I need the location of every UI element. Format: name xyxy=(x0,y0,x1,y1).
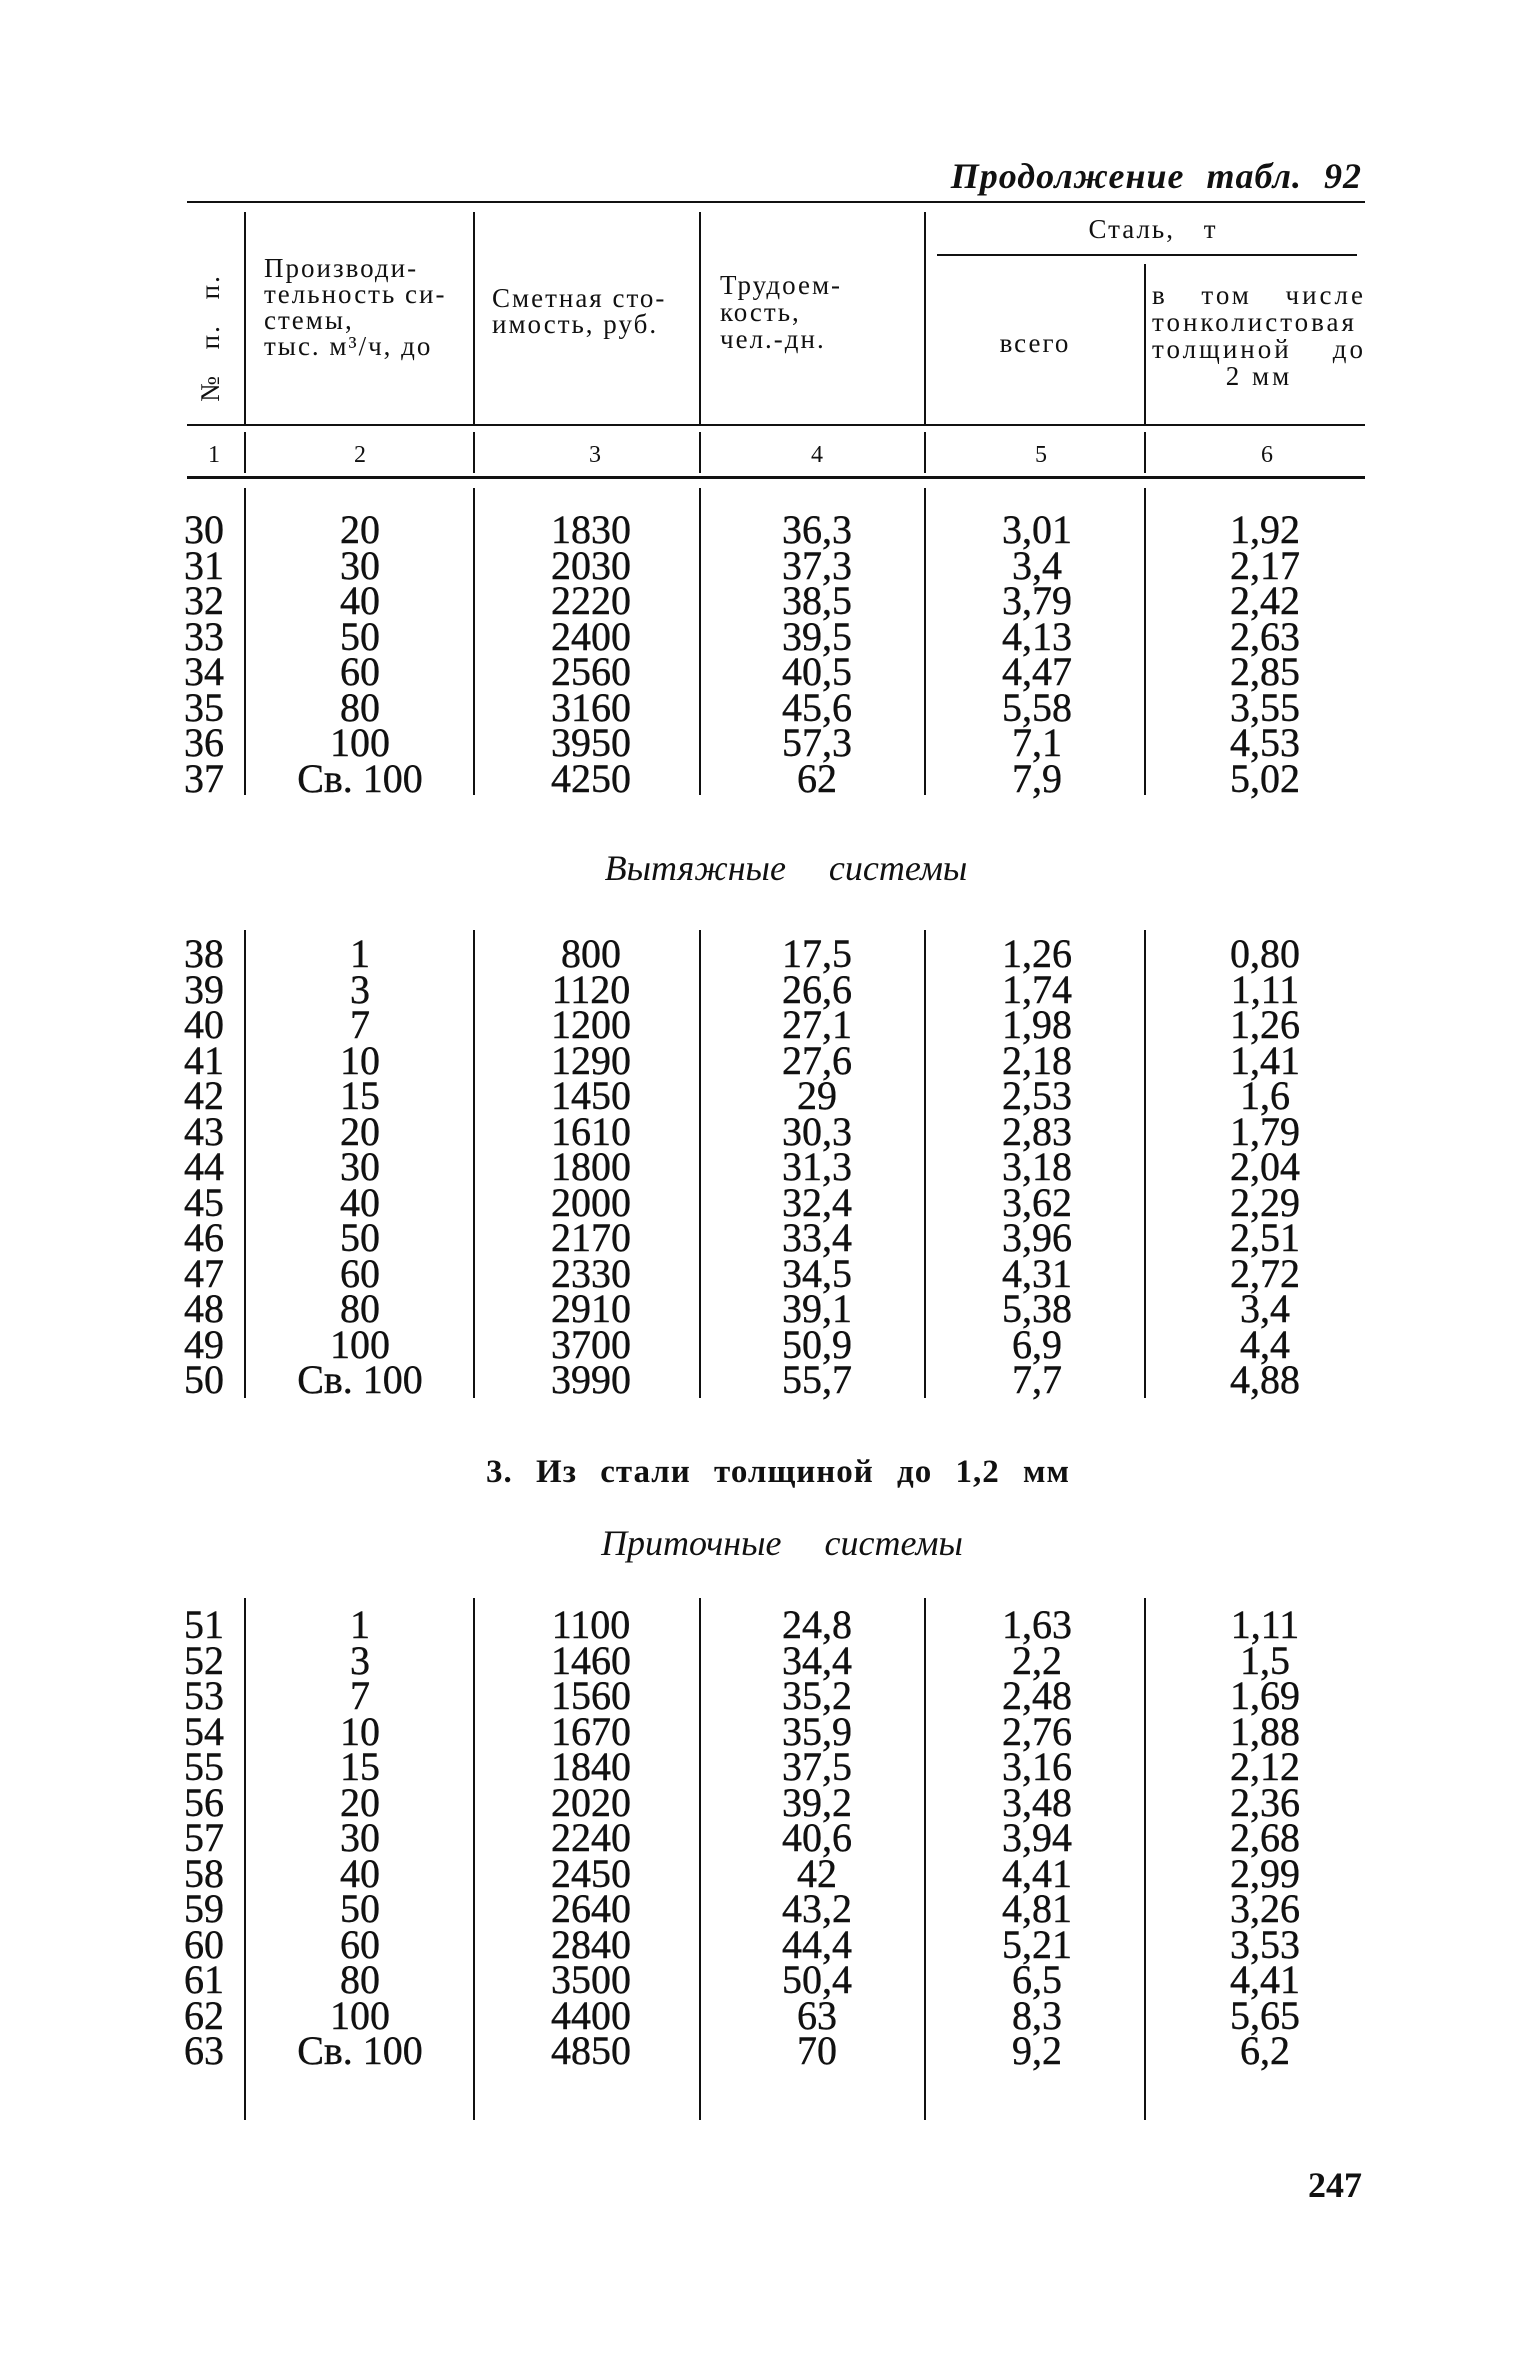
capacity-cell: 30 xyxy=(340,542,380,588)
table-row xyxy=(0,1673,1535,1718)
row-number-cell: 51 xyxy=(184,1602,224,1647)
row-number-header: № п. п. xyxy=(195,274,225,402)
capacity-cell: 40 xyxy=(340,1850,380,1896)
row-number-cell: 41 xyxy=(184,1037,224,1083)
cost-cell: 4400 xyxy=(551,1992,631,2038)
steel-thin-cell: 2,63 xyxy=(1230,613,1300,659)
steel-thin-cell: 2,99 xyxy=(1230,1850,1300,1896)
header-line: толщиной до xyxy=(1152,334,1366,364)
steel-total-cell: 3,16 xyxy=(1002,1744,1072,1789)
steel-thin-cell: 1,69 xyxy=(1230,1673,1300,1718)
steel-thin-cell: 0,80 xyxy=(1230,931,1300,976)
steel-thin-cell: 3,55 xyxy=(1230,684,1300,730)
steel-thin-cell: 4,41 xyxy=(1230,1957,1300,2002)
labor-cell: 42 xyxy=(797,1850,837,1896)
column-rule xyxy=(699,432,701,473)
row-number-cell: 30 xyxy=(184,507,224,552)
steel-thin-cell: 2,29 xyxy=(1230,1179,1300,1225)
cost-cell: 2330 xyxy=(551,1250,631,1296)
table-row xyxy=(0,1708,1535,1754)
steel-total-cell: 4,13 xyxy=(1002,613,1072,659)
capacity-cell: 80 xyxy=(340,1957,380,2002)
cost-cell: 4850 xyxy=(551,2028,631,2073)
table-row xyxy=(0,1002,1535,1047)
table-row xyxy=(0,1779,1535,1825)
header-line: Сметная сто- xyxy=(492,283,667,313)
steel-total-cell: 4,81 xyxy=(1002,1886,1072,1931)
steel-total-cell: 7,7 xyxy=(1012,1357,1062,1402)
row-number-cell: 46 xyxy=(184,1215,224,1260)
table-row xyxy=(0,1037,1535,1083)
steel-total-cell: 1,26 xyxy=(1002,931,1072,976)
header-line: тыс. м³/ч, до xyxy=(264,331,433,361)
steel-total-cell: 6,9 xyxy=(1012,1321,1062,1367)
labor-cell: 33,4 xyxy=(782,1215,852,1260)
capacity-cell: 100 xyxy=(330,1321,390,1367)
steel-total-cell: 3,01 xyxy=(1002,507,1072,552)
labor-cell: 27,1 xyxy=(782,1002,852,1047)
capacity-cell: 15 xyxy=(340,1744,380,1789)
table-row xyxy=(0,931,1535,976)
capacity-header xyxy=(264,255,446,359)
column-numbers-rule xyxy=(187,476,1365,479)
row-number-cell: 45 xyxy=(184,1179,224,1225)
capacity-cell: 80 xyxy=(340,1286,380,1331)
steel-thin-cell: 3,53 xyxy=(1230,1921,1300,1967)
header-line: кость, xyxy=(720,297,801,327)
section-heading: 3. Из стали толщиной до 1,2 мм xyxy=(486,1454,1070,1490)
capacity-cell: 80 xyxy=(340,684,380,730)
table-row xyxy=(0,1073,1535,1118)
cost-cell: 2910 xyxy=(551,1286,631,1331)
steel-total-header: всего xyxy=(999,328,1071,358)
steel-thin-cell: 3,4 xyxy=(1240,1286,1290,1331)
table-row xyxy=(0,1179,1535,1225)
row-number-cell: 62 xyxy=(184,1992,224,2038)
steel-total-cell: 7,9 xyxy=(1012,755,1062,801)
row-number-cell: 55 xyxy=(184,1744,224,1789)
cost-cell: 3500 xyxy=(551,1957,631,2002)
cost-cell: 1450 xyxy=(551,1073,631,1118)
steel-thin-header xyxy=(1152,282,1366,390)
steel-thin-cell: 2,12 xyxy=(1230,1744,1300,1789)
steel-total-cell: 9,2 xyxy=(1012,2028,1062,2073)
header-line: тельность си- xyxy=(264,279,447,309)
capacity-cell: Св. 100 xyxy=(297,1357,423,1402)
steel-total-cell: 2,18 xyxy=(1002,1037,1072,1083)
cost-cell: 1840 xyxy=(551,1744,631,1789)
row-number-cell: 43 xyxy=(184,1108,224,1154)
table-row xyxy=(0,1850,1535,1896)
labor-cell: 55,7 xyxy=(782,1357,852,1402)
table-row xyxy=(0,1602,1535,1647)
header-line: стемы, xyxy=(264,305,354,335)
labor-cell: 34,4 xyxy=(782,1637,852,1683)
table-top-rule xyxy=(187,201,1365,203)
capacity-cell: 50 xyxy=(340,613,380,659)
steel-thin-cell: 1,41 xyxy=(1230,1037,1300,1083)
cost-header xyxy=(492,285,666,337)
column-rule xyxy=(1144,432,1146,473)
row-number-cell: 61 xyxy=(184,1957,224,2002)
row-number-cell: 49 xyxy=(184,1321,224,1367)
table-row xyxy=(0,578,1535,623)
labor-cell: 40,6 xyxy=(782,1815,852,1860)
labor-cell: 31,3 xyxy=(782,1144,852,1189)
steel-thin-cell: 1,6 xyxy=(1240,1073,1290,1118)
section-subtitle: Приточные системы xyxy=(601,1523,963,1563)
labor-cell: 45,6 xyxy=(782,684,852,730)
capacity-cell: 60 xyxy=(340,1250,380,1296)
cost-cell: 1290 xyxy=(551,1037,631,1083)
steel-total-cell: 5,58 xyxy=(1002,684,1072,730)
table-row xyxy=(0,966,1535,1012)
cost-cell: 3990 xyxy=(551,1357,631,1402)
row-number-cell: 48 xyxy=(184,1286,224,1331)
labor-cell: 43,2 xyxy=(782,1886,852,1931)
section-subtitle: Вытяжные системы xyxy=(604,848,968,888)
cost-cell: 3950 xyxy=(551,720,631,765)
table-row xyxy=(0,1321,1535,1367)
column-rule xyxy=(924,432,926,473)
steel-thin-cell: 5,65 xyxy=(1230,1992,1300,2038)
labor-cell: 44,4 xyxy=(782,1921,852,1967)
column-number: 3 xyxy=(589,442,601,468)
table-row xyxy=(0,613,1535,659)
column-number: 6 xyxy=(1261,442,1273,468)
steel-total-cell: 5,38 xyxy=(1002,1286,1072,1331)
labor-cell: 50,4 xyxy=(782,1957,852,2002)
cost-cell: 3700 xyxy=(551,1321,631,1367)
table-row xyxy=(0,1637,1535,1683)
steel-thin-cell: 1,92 xyxy=(1230,507,1300,552)
row-number-cell: 33 xyxy=(184,613,224,659)
capacity-cell: Св. 100 xyxy=(297,2028,423,2073)
row-number-cell: 56 xyxy=(184,1779,224,1825)
table-body-group xyxy=(0,931,1535,1402)
labor-cell: 17,5 xyxy=(782,931,852,976)
labor-cell: 39,1 xyxy=(782,1286,852,1331)
row-number-cell: 53 xyxy=(184,1673,224,1718)
labor-cell: 57,3 xyxy=(782,720,852,765)
steel-thin-cell: 2,04 xyxy=(1230,1144,1300,1189)
steel-thin-cell: 2,72 xyxy=(1230,1250,1300,1296)
labor-cell: 37,5 xyxy=(782,1744,852,1789)
cost-cell: 2400 xyxy=(551,613,631,659)
row-number-cell: 38 xyxy=(184,931,224,976)
column-rule xyxy=(244,432,246,473)
labor-cell: 34,5 xyxy=(782,1250,852,1296)
row-number-cell: 60 xyxy=(184,1921,224,1967)
steel-thin-cell: 2,42 xyxy=(1230,578,1300,623)
column-number: 4 xyxy=(811,442,823,468)
steel-total-cell: 2,2 xyxy=(1012,1637,1062,1683)
row-number-cell: 52 xyxy=(184,1637,224,1683)
row-number-cell: 50 xyxy=(184,1357,224,1402)
cost-cell: 1610 xyxy=(551,1108,631,1154)
row-number-cell: 32 xyxy=(184,578,224,623)
steel-thin-cell: 1,5 xyxy=(1240,1637,1290,1683)
capacity-cell: 60 xyxy=(340,1921,380,1967)
steel-total-cell: 2,48 xyxy=(1002,1673,1072,1718)
steel-thin-cell: 6,2 xyxy=(1240,2028,1290,2073)
table-row xyxy=(0,649,1535,694)
steel-total-cell: 3,79 xyxy=(1002,578,1072,623)
labor-cell: 40,5 xyxy=(782,649,852,694)
steel-total-cell: 2,76 xyxy=(1002,1708,1072,1754)
capacity-cell: 20 xyxy=(340,1779,380,1825)
labor-cell: 29 xyxy=(797,1073,837,1118)
header-line: 2 мм xyxy=(1225,361,1293,391)
row-number-cell: 63 xyxy=(184,2028,224,2073)
steel-total-cell: 4,47 xyxy=(1002,649,1072,694)
cost-cell: 1460 xyxy=(551,1637,631,1683)
table-row xyxy=(0,1357,1535,1402)
steel-thin-cell: 2,36 xyxy=(1230,1779,1300,1825)
column-rule xyxy=(473,432,475,473)
row-number-cell: 47 xyxy=(184,1250,224,1296)
cost-cell: 1100 xyxy=(551,1602,631,1647)
capacity-cell: 3 xyxy=(350,1637,370,1683)
labor-cell: 36,3 xyxy=(782,507,852,552)
cost-cell: 1670 xyxy=(551,1708,631,1754)
capacity-cell: 3 xyxy=(350,966,370,1012)
capacity-cell: 10 xyxy=(340,1037,380,1083)
capacity-cell: 7 xyxy=(350,1002,370,1047)
table-row xyxy=(0,1144,1535,1189)
table-row xyxy=(0,1215,1535,1260)
row-number-cell: 44 xyxy=(184,1144,224,1189)
steel-thin-cell: 5,02 xyxy=(1230,755,1300,801)
table-row xyxy=(0,720,1535,765)
row-number-cell: 36 xyxy=(184,720,224,765)
labor-cell: 35,9 xyxy=(782,1708,852,1754)
steel-total-cell: 1,63 xyxy=(1002,1602,1072,1647)
table-row xyxy=(0,1957,1535,2002)
capacity-cell: 60 xyxy=(340,649,380,694)
steel-total-cell: 4,31 xyxy=(1002,1250,1072,1296)
capacity-cell: 50 xyxy=(340,1215,380,1260)
steel-thin-cell: 4,53 xyxy=(1230,720,1300,765)
steel-thin-cell: 1,79 xyxy=(1230,1108,1300,1154)
row-number-cell: 31 xyxy=(184,542,224,588)
capacity-cell: 20 xyxy=(340,507,380,552)
cost-cell: 2030 xyxy=(551,542,631,588)
page-number: 247 xyxy=(1308,2165,1362,2205)
cost-cell: 1800 xyxy=(551,1144,631,1189)
steel-total-cell: 4,41 xyxy=(1002,1850,1072,1896)
capacity-cell: 1 xyxy=(350,931,370,976)
capacity-cell: 40 xyxy=(340,578,380,623)
labor-cell: 38,5 xyxy=(782,578,852,623)
steel-thin-cell: 2,85 xyxy=(1230,649,1300,694)
steel-total-cell: 1,98 xyxy=(1002,1002,1072,1047)
steel-total-cell: 3,96 xyxy=(1002,1215,1072,1260)
header-line: Производи- xyxy=(264,253,419,283)
capacity-cell: 100 xyxy=(330,1992,390,2038)
column-number: 2 xyxy=(354,442,366,468)
row-number-cell: 57 xyxy=(184,1815,224,1860)
header-line: чел.-дн. xyxy=(720,324,826,354)
steel-thin-cell: 1,26 xyxy=(1230,1002,1300,1047)
header-line: тонколистовая xyxy=(1152,307,1357,337)
row-number-cell: 37 xyxy=(184,755,224,801)
table-row xyxy=(0,542,1535,588)
labor-cell: 27,6 xyxy=(782,1037,852,1083)
capacity-cell: Св. 100 xyxy=(297,755,423,801)
cost-cell: 1120 xyxy=(551,966,631,1012)
steel-total-cell: 3,94 xyxy=(1002,1815,1072,1860)
labor-cell: 63 xyxy=(797,1992,837,2038)
cost-cell: 2640 xyxy=(551,1886,631,1931)
column-number: 5 xyxy=(1035,442,1047,468)
cost-cell: 1200 xyxy=(551,1002,631,1047)
cost-cell: 2450 xyxy=(551,1850,631,1896)
capacity-cell: 20 xyxy=(340,1108,380,1154)
labor-cell: 35,2 xyxy=(782,1673,852,1718)
capacity-cell: 100 xyxy=(330,720,390,765)
column-rule xyxy=(1144,264,1146,425)
table-row xyxy=(0,755,1535,801)
steel-total-cell: 3,4 xyxy=(1012,542,1062,588)
cost-cell: 2170 xyxy=(551,1215,631,1260)
capacity-cell: 7 xyxy=(350,1673,370,1718)
row-number-cell: 34 xyxy=(184,649,224,694)
cost-cell: 2020 xyxy=(551,1779,631,1825)
steel-total-cell: 2,83 xyxy=(1002,1108,1072,1154)
table-body-group xyxy=(0,507,1535,801)
steel-thin-cell: 3,26 xyxy=(1230,1886,1300,1931)
labor-cell: 24,8 xyxy=(782,1602,852,1647)
cost-cell: 2840 xyxy=(551,1921,631,1967)
cost-cell: 2240 xyxy=(551,1815,631,1860)
steel-total-cell: 3,48 xyxy=(1002,1779,1072,1825)
column-number: 1 xyxy=(208,442,220,468)
cost-cell: 2220 xyxy=(551,578,631,623)
capacity-cell: 30 xyxy=(340,1815,380,1860)
cost-cell: 2000 xyxy=(551,1179,631,1225)
labor-header xyxy=(720,272,842,353)
table-row xyxy=(0,2028,1535,2073)
table-row xyxy=(0,507,1535,552)
labor-cell: 26,6 xyxy=(782,966,852,1012)
labor-cell: 70 xyxy=(797,2028,837,2073)
header-line: в том числе xyxy=(1152,280,1366,310)
capacity-cell: 40 xyxy=(340,1179,380,1225)
row-number-cell: 39 xyxy=(184,966,224,1012)
header-line: имость, руб. xyxy=(492,309,659,339)
table-body-group xyxy=(0,1602,1535,2073)
table-row xyxy=(0,1815,1535,1860)
table-row xyxy=(0,1886,1535,1931)
steel-group-header: Сталь, т xyxy=(1088,214,1218,244)
row-number-cell: 40 xyxy=(184,1002,224,1047)
capacity-cell: 30 xyxy=(340,1144,380,1189)
continuation-title: Продолжение табл. 92 xyxy=(950,156,1362,196)
header-line: Трудоем- xyxy=(720,270,843,300)
capacity-cell: 10 xyxy=(340,1708,380,1754)
steel-thin-cell: 2,68 xyxy=(1230,1815,1300,1860)
cost-cell: 4250 xyxy=(551,755,631,801)
capacity-cell: 15 xyxy=(340,1073,380,1118)
table-row xyxy=(0,1921,1535,1967)
table-row xyxy=(0,1250,1535,1296)
row-number-cell: 58 xyxy=(184,1850,224,1896)
capacity-cell: 1 xyxy=(350,1602,370,1647)
table-row xyxy=(0,1992,1535,2038)
labor-cell: 50,9 xyxy=(782,1321,852,1367)
steel-thin-cell: 4,88 xyxy=(1230,1357,1300,1402)
row-number-cell: 59 xyxy=(184,1886,224,1931)
labor-cell: 39,2 xyxy=(782,1779,852,1825)
steel-total-cell: 7,1 xyxy=(1012,720,1062,765)
row-number-cell: 42 xyxy=(184,1073,224,1118)
steel-thin-cell: 2,17 xyxy=(1230,542,1300,588)
steel-total-cell: 2,53 xyxy=(1002,1073,1072,1118)
steel-total-cell: 3,62 xyxy=(1002,1179,1072,1225)
cost-cell: 800 xyxy=(561,931,621,976)
steel-total-cell: 6,5 xyxy=(1012,1957,1062,2002)
table-row xyxy=(0,1744,1535,1789)
row-number-cell: 54 xyxy=(184,1708,224,1754)
cost-cell: 1560 xyxy=(551,1673,631,1718)
cost-cell: 1830 xyxy=(551,507,631,552)
steel-total-cell: 1,74 xyxy=(1002,966,1072,1012)
table-row xyxy=(0,1108,1535,1154)
steel-thin-cell: 1,88 xyxy=(1230,1708,1300,1754)
steel-total-cell: 3,18 xyxy=(1002,1144,1072,1189)
steel-thin-cell: 1,11 xyxy=(1230,966,1300,1012)
steel-thin-cell: 1,11 xyxy=(1230,1602,1300,1647)
labor-cell: 32,4 xyxy=(782,1179,852,1225)
steel-thin-cell: 2,51 xyxy=(1230,1215,1300,1260)
table-row xyxy=(0,684,1535,730)
row-number-cell: 35 xyxy=(184,684,224,730)
cost-cell: 2560 xyxy=(551,649,631,694)
steel-total-cell: 5,21 xyxy=(1002,1921,1072,1967)
labor-cell: 30,3 xyxy=(782,1108,852,1154)
labor-cell: 39,5 xyxy=(782,613,852,659)
labor-cell: 37,3 xyxy=(782,542,852,588)
steel-total-cell: 8,3 xyxy=(1012,1992,1062,2038)
steel-thin-cell: 4,4 xyxy=(1240,1321,1290,1367)
capacity-cell: 50 xyxy=(340,1886,380,1931)
labor-cell: 62 xyxy=(797,755,837,801)
table-row xyxy=(0,1286,1535,1331)
cost-cell: 3160 xyxy=(551,684,631,730)
